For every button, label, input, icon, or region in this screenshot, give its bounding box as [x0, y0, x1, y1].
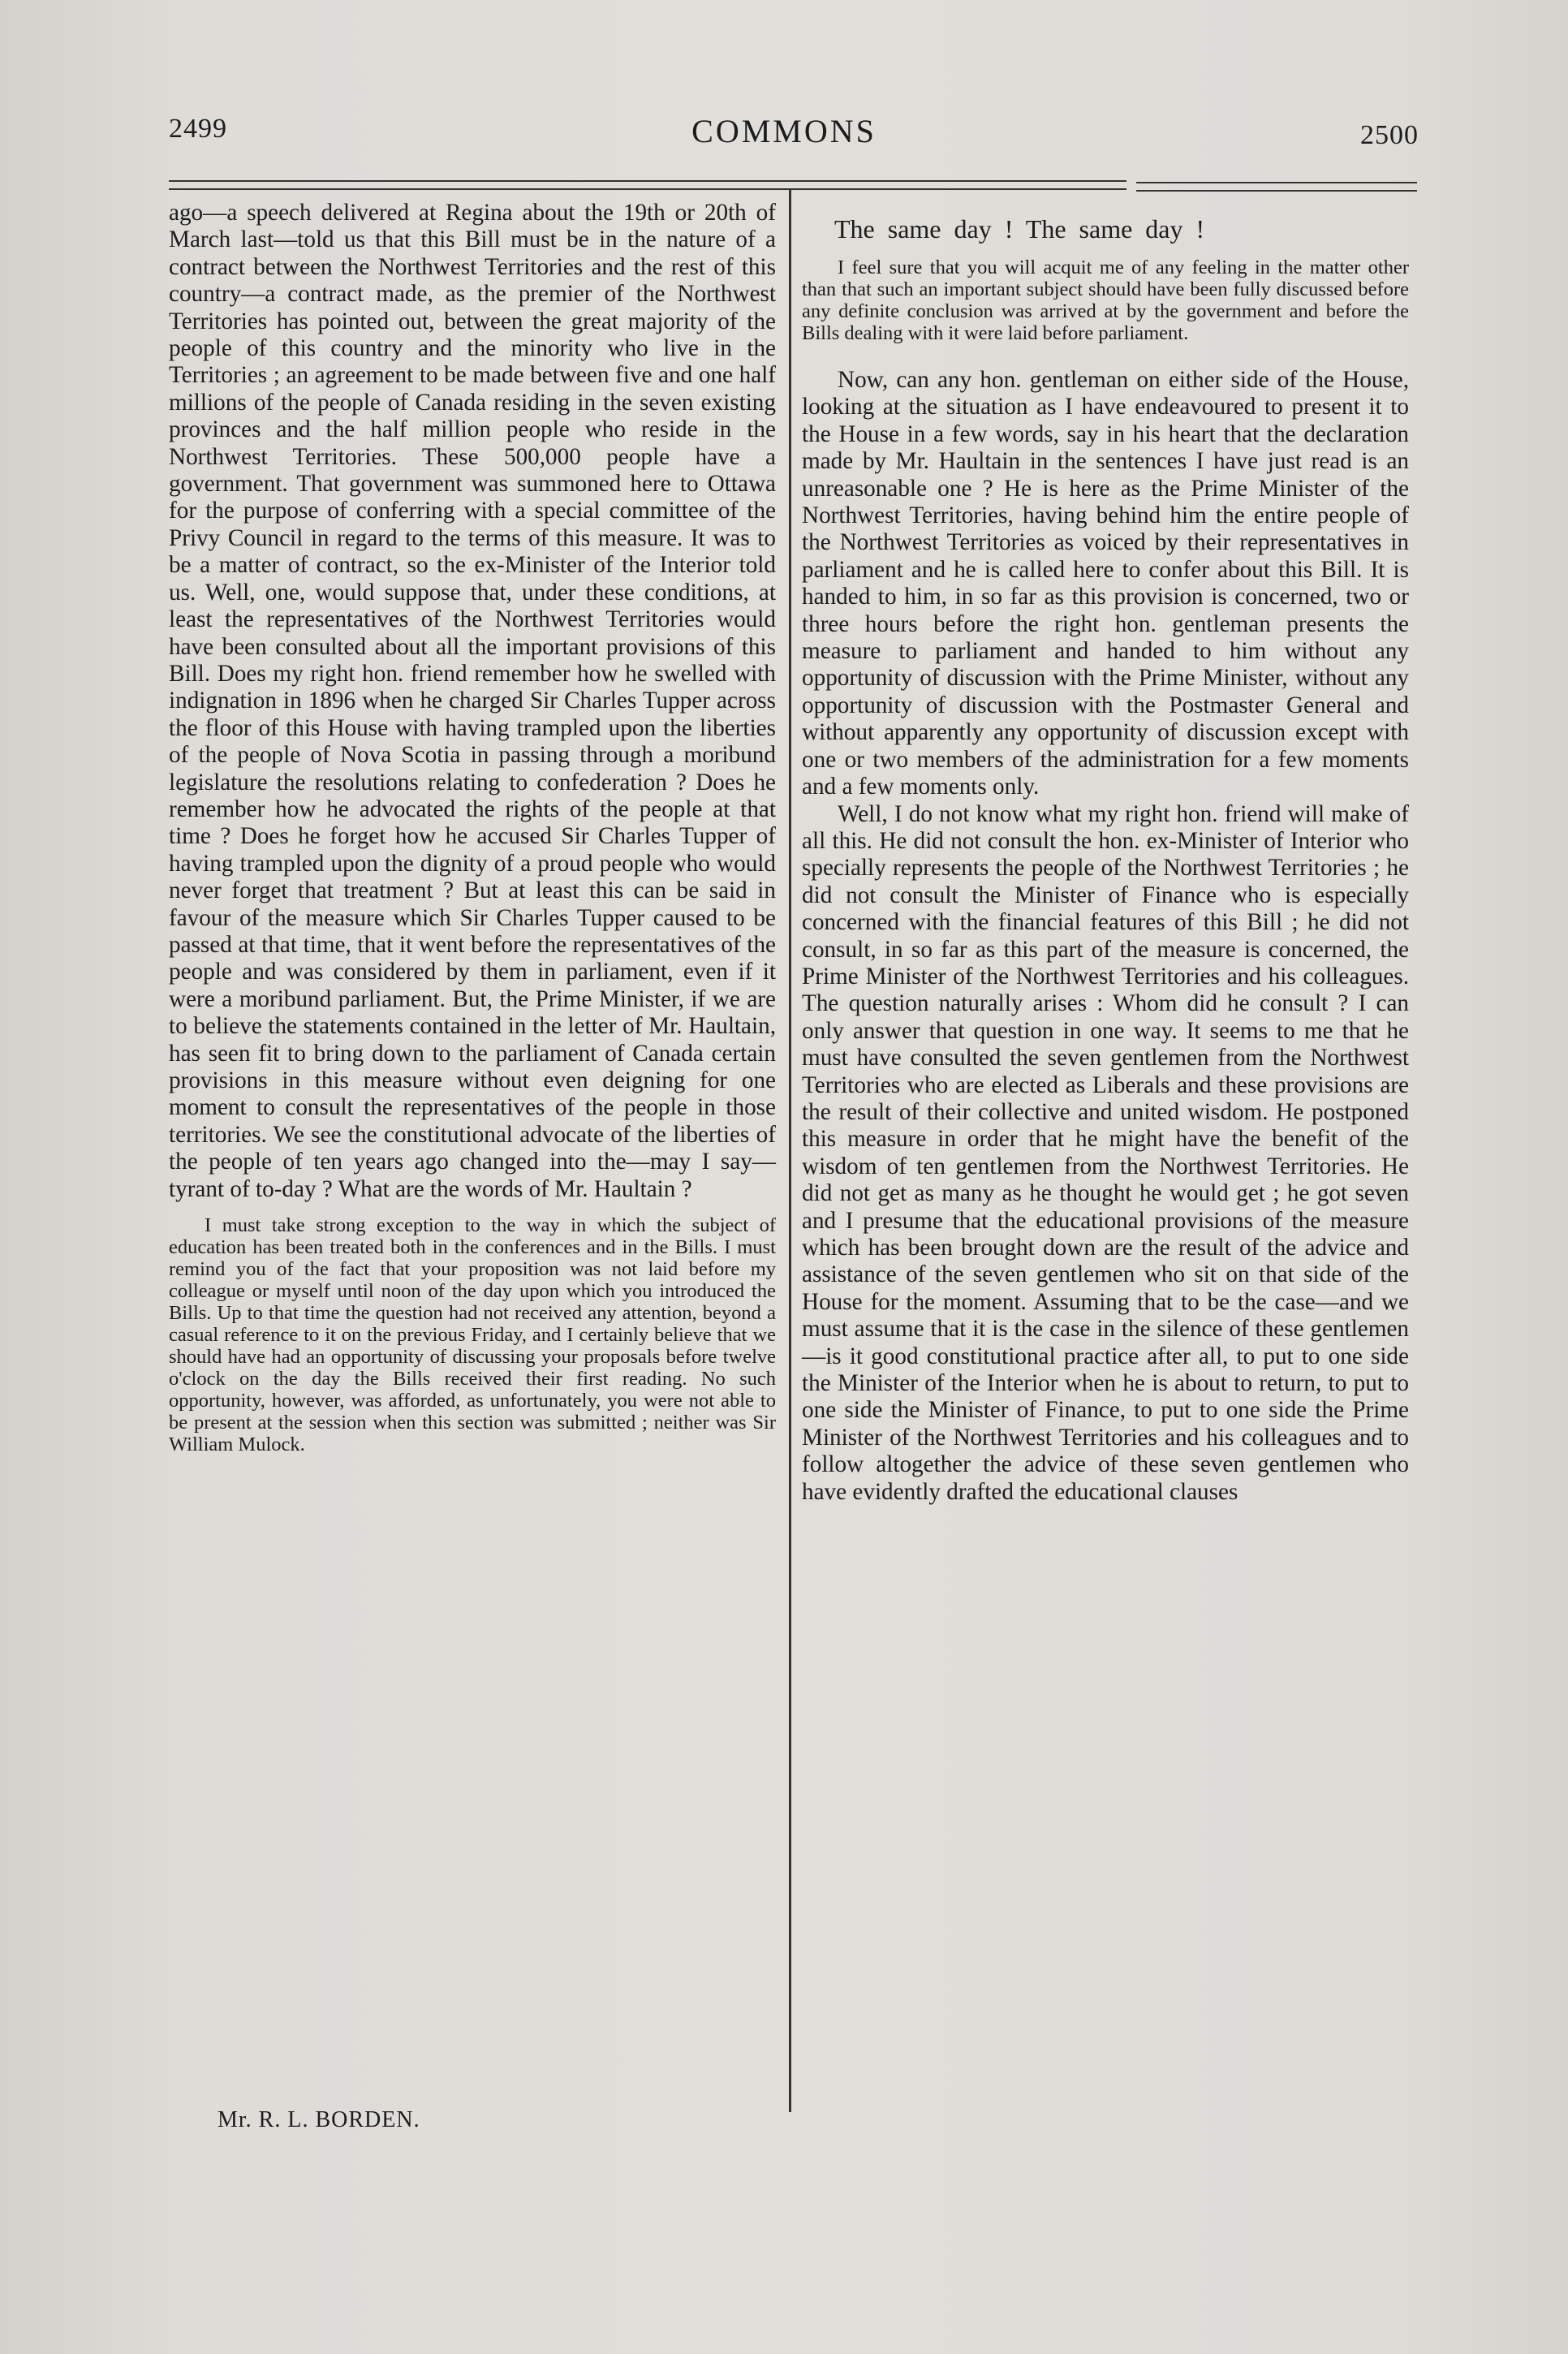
- header-rule-left-bottom: [169, 188, 1126, 190]
- haultain-letter-quote-continued: I feel sure that you will acquit me of any feeling in the matter other than that such an important subject should have been fully discussed before any definite conclusion was arrived at by the government and before the Bills dealing with it were laid before parliament.: [802, 257, 1409, 344]
- left-page-number: 2499: [169, 114, 227, 144]
- header-rule-left-top: [169, 180, 1126, 182]
- left-column: [169, 200, 776, 1455]
- column-divider: [789, 188, 791, 2112]
- right-column: [802, 200, 1409, 1506]
- left-body-paragraph: ago—a speech delivered at Regina about the 19th or 20th of March last—told us that this Bill must be in the nature of a contract between the Northwest Territories and the rest of this country—a contract made, as the premier of the Northwest Territories has pointed out, between the great majority of the people of this country and the minority who live in the Territories ; an agreement to be made between five and one half millions of the people of Canada residing in the seven existing provinces and the half million people who reside in the Northwest Territories. These 500,000 people have a government. That government was summoned here to Ottawa for the purpose of conferring with a special committee of the Privy Council in regard to the terms of this measure. It was to be a matter of contract, so the ex-Minister of the Interior told us. Well, one, would suppose that, under these conditions, at least the representatives of the Northwest Territories would have been consulted about all the important provisions of this Bill. Does my right hon. friend remember how he swelled with indignation in 1896 when he charged Sir Charles Tupper across the floor of this House with having trampled upon the liberties of the people of Nova Scotia in passing through a moribund legislature the resolutions relating to confederation ? Does he remember how he advocated the rights of the people at that time ? Does he forget how he accused Sir Charles Tupper of having trampled upon the dignity of a proud people who would never forget that treatment ? But at least this can be said in favour of the measure which Sir Charles Tupper caused to be passed at that time, that it went before the representatives of the people and was considered by them in parliament, even if it were a moribund parliament. But, the Prime Minister, if we are to believe the statements contained in the letter of Mr. Haultain, has seen fit to bring down to the parliament of Canada certain provisions in this measure without even deigning for one moment to consult the representatives of the people in those territories. We see the constitutional advocate of the liberties of the people of ten years ago changed into the—may I say—tyrant of to-day ? What are the words of Mr. Haultain ?: [169, 200, 776, 1202]
- speaker-footer: Mr. R. L. BORDEN.: [218, 2107, 420, 2132]
- right-body-paragraph-2: Well, I do not know what my right hon. friend will make of all this. He did not consult the hon. ex-Minister of Interior who specially represents the people of the Northwest Territories ; he did not consult the Minister of Finance who is especially concerned with the financial features of this Bill ; he did not consult, in so far as this part of the measure is concerned, the Prime Minister of the Northwest Territories and his colleagues. The question naturally arises : Whom did he consult ? I can only answer that question in one way. It seems to me that he must have consulted the seven gentlemen from the Northwest Territories who are elected as Liberals and these provisions are the result of their collective and united wisdom. He postponed this measure in order that he might have the benefit of the wisdom of ten gentlemen from the Northwest Territories. He did not get as many as he thought he would get ; he got seven and I presume that the educational provisions of the measure which has been brought down are the result of the advice and assistance of the seven gentlemen who sit on that side of the House for the moment. Assuming that to be the case—and we must assume that it is the case in the silence of these gentlemen—is it good constitutional practice after all, to put to one side the Minister of the Interior when he is about to return, to put to one side the Minister of Finance, to put to one side the Prime Minister of the Northwest Territories and his colleagues and to follow altogether the advice of these seven gentlemen who have evidently drafted the educational clauses: [802, 800, 1409, 1505]
- header-rule-right-bottom: [1136, 190, 1417, 192]
- header-rule-right-top: [1136, 182, 1417, 183]
- same-day-exclamation: The same day ! The same day !: [834, 214, 1205, 244]
- right-page-number: 2500: [1360, 120, 1419, 150]
- haultain-letter-quote: I must take strong exception to the way in which the subject of education has been treated both in the conferences and in the Bills. I must remind you of the fact that your proposition was not laid before my colleague or myself until noon of the day upon which you introduced the Bills. Up to that time the question had not received any attention, beyond a casual reference to it on the previous Friday, and I certainly believe that we should have had an opportunity of discussing your proposals before twelve o'clock on the day the Bills received their first reading. No such opportunity, however, was afforded, as unfortunately, you were not able to be present at the session when this section was submitted ; neither was Sir William Mulock.: [169, 1214, 776, 1456]
- right-body-paragraph-1: Now, can any hon. gentleman on either side of the House, looking at the situation as I have endeavoured to present it to the House in a few words, say in his heart that the declaration made by Mr. Haultain in the sentences I have just read is an unreasonable one ? He is here as the Prime Minister of the Northwest Territories, having behind him the entire people of the Northwest Territories as voiced by their representatives in parliament and he is called here to confer about this Bill. It is handed to him, in so far as this provision is concerned, two or three hours before the right hon. gentleman presents the measure to parliament and handed to him without any opportunity of discussion with the Prime Minister, without any opportunity of discussion with the Postmaster General and without apparently any opportunity of discussion except with one or two members of the administration for a few moments and a few moments only.: [802, 367, 1409, 800]
- running-header-title: COMMONS: [691, 113, 877, 149]
